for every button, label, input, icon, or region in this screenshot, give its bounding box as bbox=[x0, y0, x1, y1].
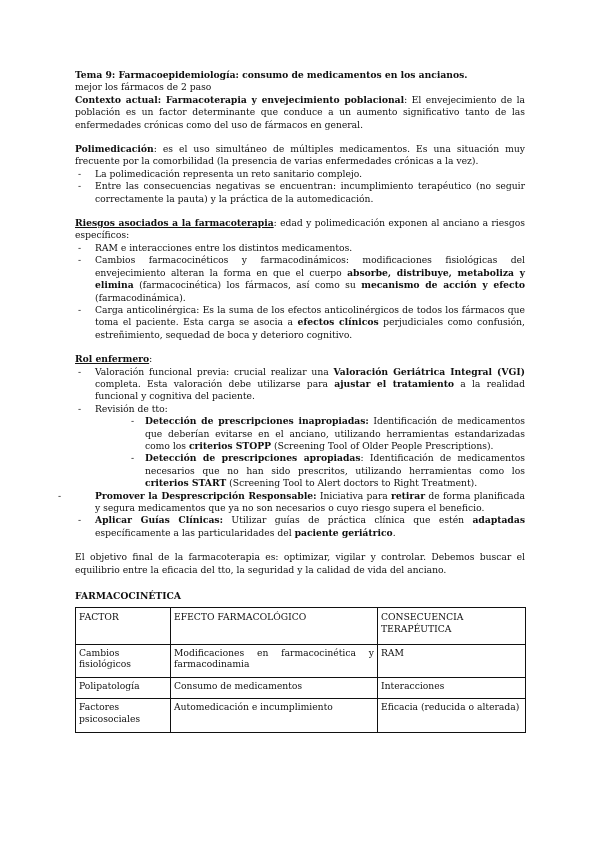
table-cell: Eficacia (reducida o alterada) bbox=[378, 699, 526, 732]
page-title: Tema 9: Farmacoepidemiología: consumo de medicamentos en los ancianos. bbox=[75, 70, 468, 81]
column-header: CONSECUENCIA TERAPÉUTICA bbox=[378, 608, 526, 644]
sublist-item: - Detección de prescripciones apropiadas: Identificación de medicamentos necesarios que no han sido prescritos, utilizando herramientas como los criterios START (Screening Tool to Alert doctors to Right Treatment). bbox=[95, 453, 525, 490]
rol-list bbox=[75, 367, 525, 541]
table-cell: Factores psicosociales bbox=[76, 699, 171, 732]
riesgos-paragraph: Riesgos asociados a la farmacoterapia: edad y polimedicación exponen al anciano a riesgos específicos: bbox=[75, 218, 526, 242]
table-row bbox=[76, 644, 526, 677]
riesgos-list bbox=[75, 243, 525, 342]
document-page bbox=[75, 70, 525, 733]
polimedicacion-paragraph: Polimedicación: es el uso simultáneo de múltiples medicamentos. Es una situación muy frecuente por la comorbilidad (la presencia de varias enfermedades crónicas a la vez). bbox=[75, 144, 525, 168]
table-cell: Interacciones bbox=[378, 677, 526, 699]
list-item: - Promover la Desprescripción Responsable: Iniciativa para retirar de forma planificada y segura medicamentos que ya no son necesarios o cuyo riesgo supera el beneficio. bbox=[55, 491, 525, 516]
table-cell: Polipatología bbox=[76, 677, 171, 699]
revision-sublist bbox=[95, 416, 525, 490]
table-row bbox=[76, 677, 526, 699]
objetivo-paragraph: El objetivo final de la farmacoterapia es: optimizar, vigilar y controlar. Debemos buscar el equilibrio entre la eficacia del tto, la seguridad y la calidad de vida del anciano. bbox=[75, 552, 525, 576]
list-item: - Entre las consecuencias negativas se encuentran: incumplimiento terapéutico (no seguir correctamente la pauta) y la práctica de la automedicación. bbox=[75, 181, 525, 206]
list-item: - Cambios farmacocinéticos y farmacodinámicos: modificaciones fisiológicas del envejecimiento alteran la forma en que el cuerpo absorbe, distribuye, metaboliza y elimina (farmacocinética) los fármacos, así como su mecanismo de acción y efecto (farmacodinámica). bbox=[75, 255, 525, 305]
list-item: - Carga anticolinérgica: Es la suma de los efectos anticolinérgicos de todos los fármacos que toma el paciente. Esta carga se asocia a efectos clínicos perjudiciales como confusión, estreñimiento, sequedad de boca y deterioro cognitivo. bbox=[75, 305, 525, 342]
table-cell: RAM bbox=[378, 644, 526, 677]
table-title: FARMACOCINÉTICA bbox=[75, 591, 181, 603]
list-item: - RAM e interacciones entre los distintos medicamentos. bbox=[75, 243, 525, 255]
list-item: - Revisión de tto: - Detección de prescripciones inapropiadas: Identificación de medicamentos que deberían evitarse en el anciano, utilizando herramientas estandarizadas como los criterios STOPP (Screening Tool of Older People Prescriptions). - Detección de prescripciones apropiadas: Identificación de medicamentos necesarios que no han sido prescritos, utilizando herramientas como los criterios START (Screening Tool to Alert doctors to Right Treatment). bbox=[75, 404, 525, 491]
table-cell: Cambios fisiológicos bbox=[76, 644, 171, 677]
polimedicacion-list bbox=[75, 169, 525, 206]
table-header-row bbox=[76, 608, 526, 644]
column-header: FACTOR bbox=[76, 608, 171, 644]
table-cell: Consumo de medicamentos bbox=[171, 677, 378, 699]
list-item: - La polimedicación representa un reto sanitario complejo. bbox=[75, 169, 525, 181]
list-item: - Valoración funcional previa: crucial realizar una Valoración Geriátrica Integral (VGI) completa. Esta valoración debe utilizarse para ajustar el tratamiento a la realidad funcional y cognitiva del paciente. bbox=[75, 367, 525, 404]
farmacocinetica-table bbox=[75, 607, 526, 732]
table-row bbox=[76, 699, 526, 732]
rol-enfermero-heading: Rol enfermero: bbox=[75, 354, 153, 366]
subtitle-note: mejor los fármacos de 2 paso bbox=[75, 82, 212, 94]
column-header: EFECTO FARMACOLÓGICO bbox=[171, 608, 378, 644]
contexto-paragraph: Contexto actual: Farmacoterapia y envejecimiento poblacional: El envejecimiento de la población es un factor determinante que conduce a un aumento significativo tanto de las enfermedades crónicas como del uso de fármacos en general. bbox=[75, 94, 525, 131]
table-cell: Modificaciones en farmacocinética y farmacodinamia bbox=[171, 644, 378, 677]
table-cell: Automedicación e incumplimiento bbox=[171, 699, 378, 732]
list-item: - Aplicar Guías Clínicas: Utilizar guías de práctica clínica que estén adaptadas específicamente a las particularidades del paciente geriátrico. bbox=[75, 515, 525, 540]
sublist-item: - Detección de prescripciones inapropiadas: Identificación de medicamentos que deberían evitarse en el anciano, utilizando herramientas estandarizadas como los criterios STOPP (Screening Tool of Older People Prescriptions). bbox=[95, 416, 525, 453]
